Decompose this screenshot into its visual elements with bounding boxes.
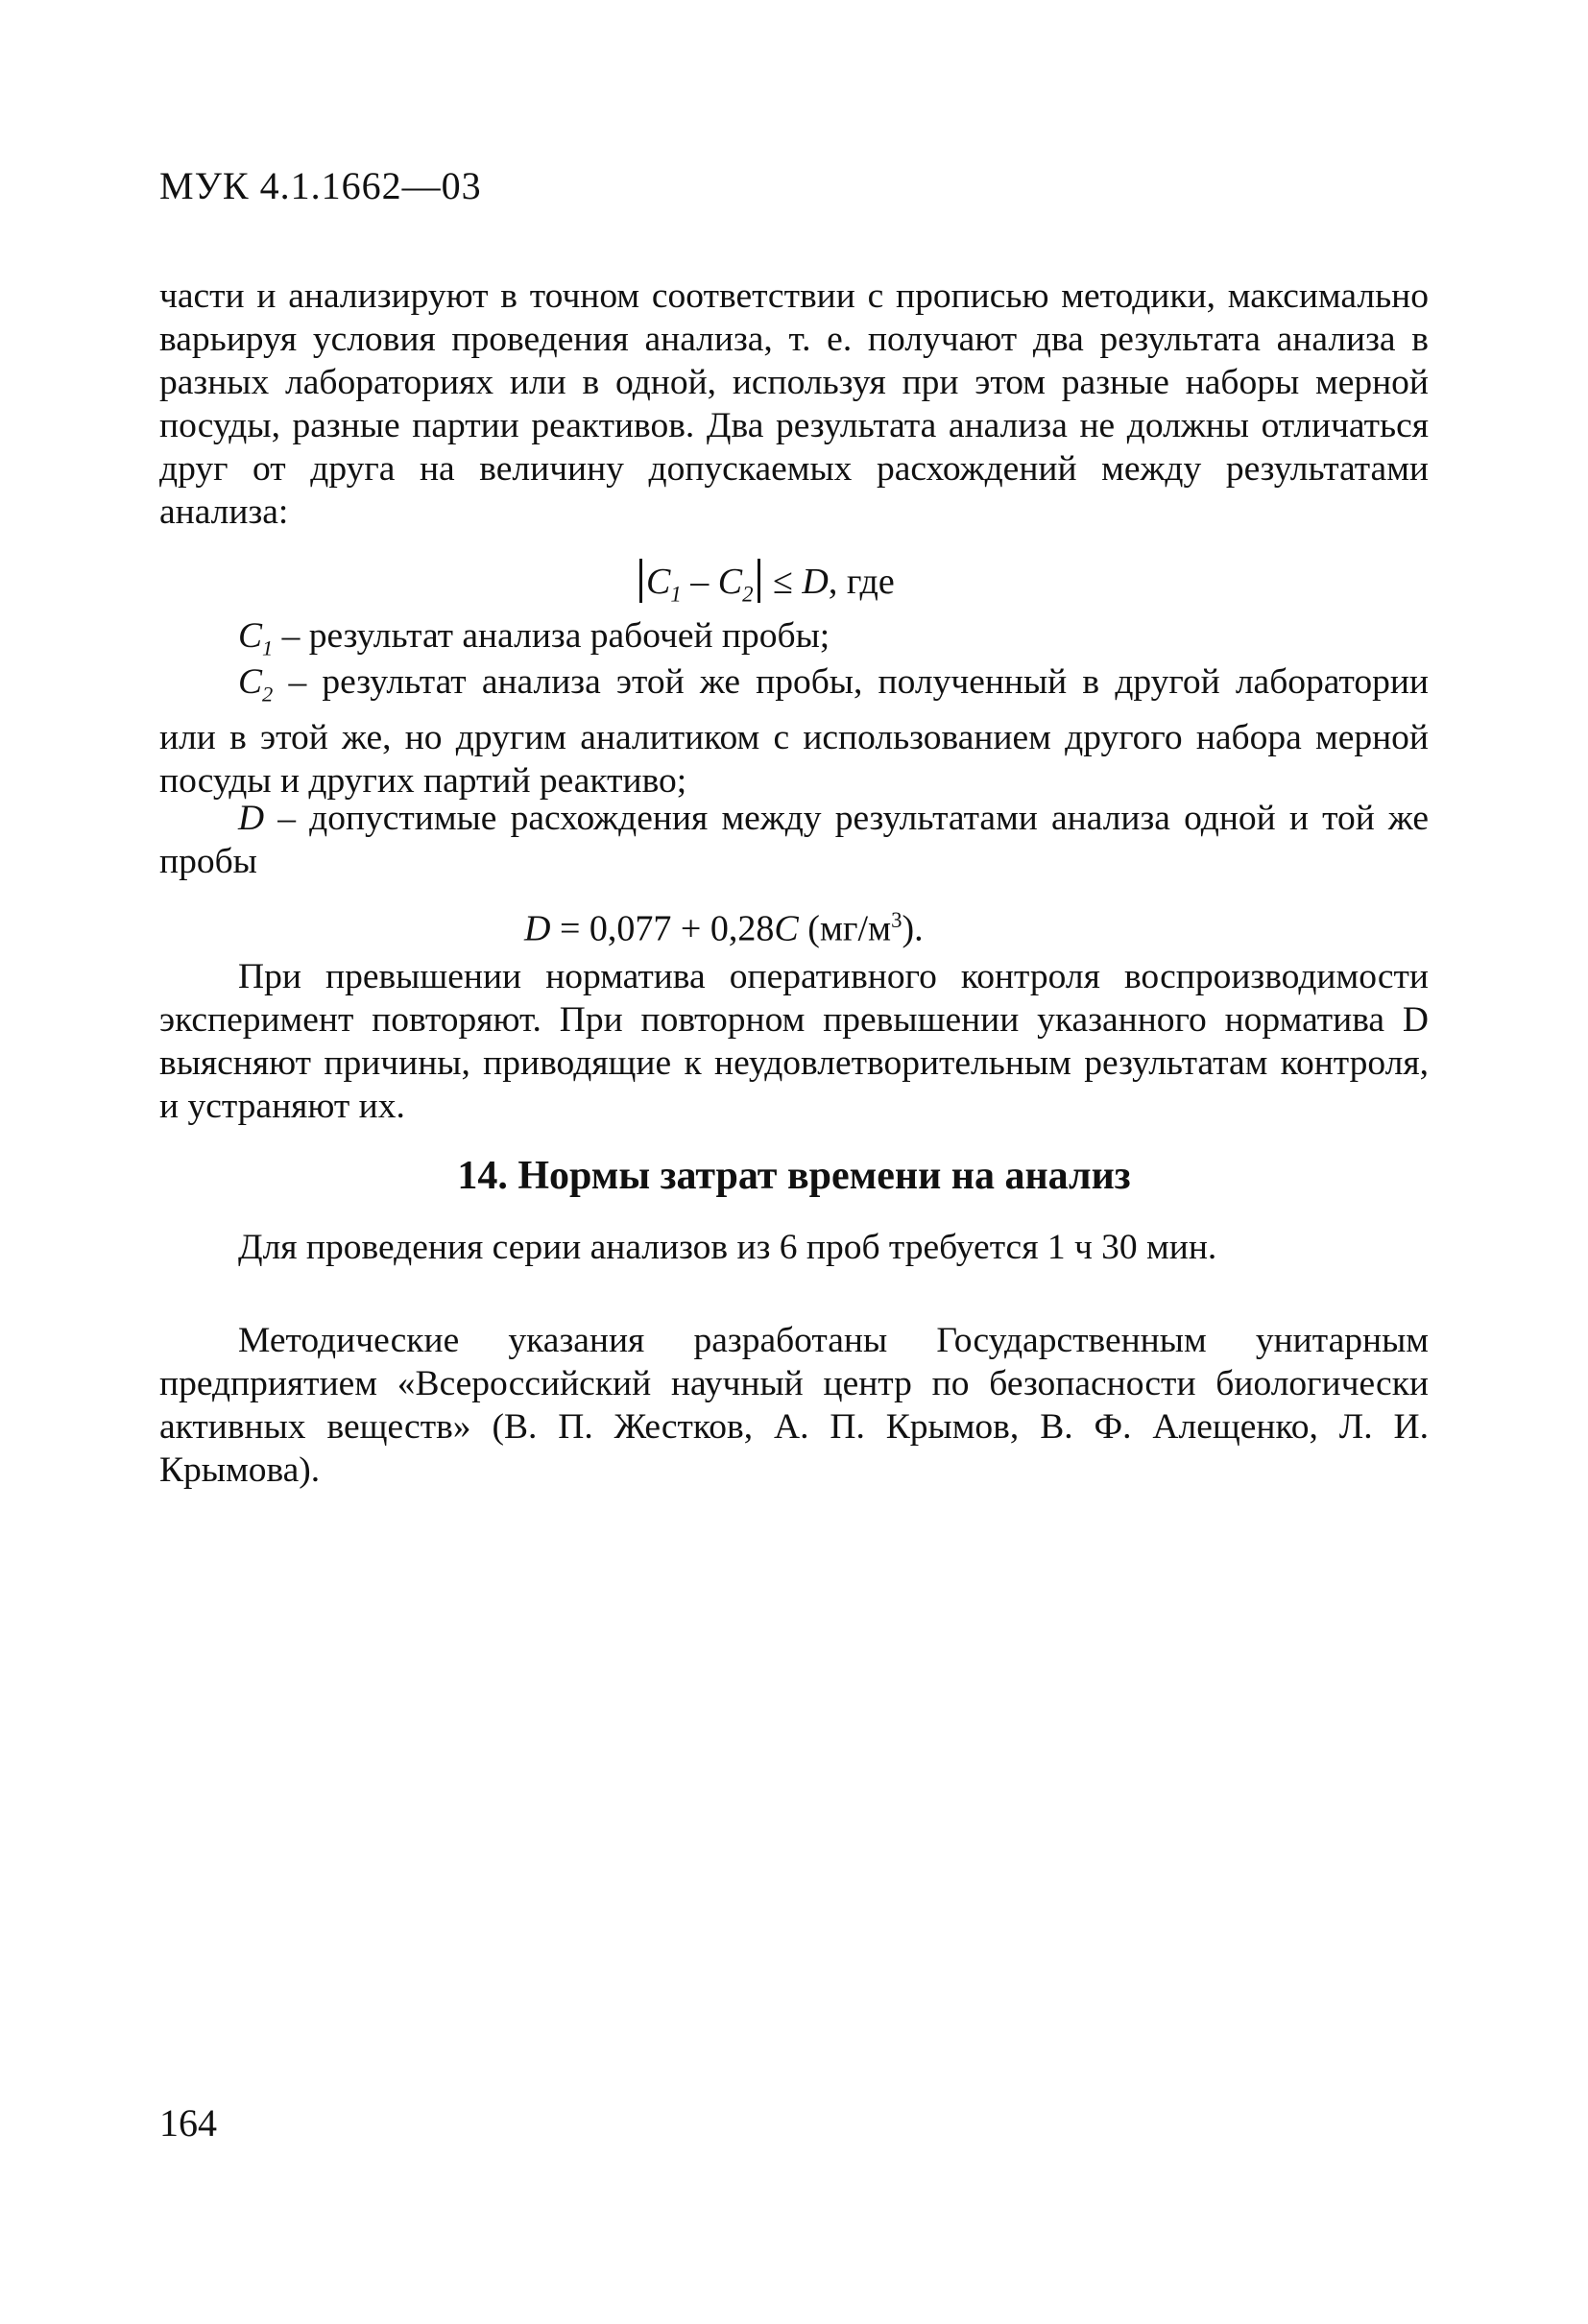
definition-symbol: C <box>238 616 263 656</box>
formula-sub-2: 2 <box>742 582 754 607</box>
definition-subscript: 2 <box>262 682 274 707</box>
formula-symbol-d: D <box>524 908 551 949</box>
definition-text: – допустимые расхождения между результатами анализа одной и той же пробы <box>159 799 1429 881</box>
formula-unit: (мг/м <box>798 908 892 949</box>
formula-symbol-c1: C <box>646 562 671 602</box>
formula-expression: = 0,077 + 0,28 <box>550 908 775 949</box>
paragraph-4: Методические указания разработаны Государственным унитарным предприятием «Всероссийский научный центр по безопасности биологически активных веществ» (В. П. Жестков, А. П. Крымов, В. Ф. Алещенко, Л. И. Крымова). <box>159 1321 1429 1490</box>
definition-d <box>159 797 1429 883</box>
formula-tolerance <box>524 898 924 951</box>
paragraph-2: При превышении норматива оперативного контроля воспроизводимости эксперимент повторяют. При повторном превышении указанного норматива D выясняют причины, приводящие к неудовлетворительным результатам контроля, и устраняют их. <box>159 957 1429 1126</box>
abs-bar-right <box>758 559 760 603</box>
document-header: МУК 4.1.1662—03 <box>159 164 482 207</box>
section-heading: 14. Нормы затрат времени на анализ <box>457 1154 1131 1198</box>
definition-symbol: C <box>238 662 263 702</box>
formula-tail: , где <box>828 562 895 602</box>
formula-reproducibility <box>636 559 895 616</box>
definition-symbol: D <box>238 799 265 838</box>
page-number: 164 <box>159 2101 217 2144</box>
paragraph-1: части и анализируют в точном соответствии с прописью методики, максимально варьируя условия проведения анализа, т. е. получают два результата анализа в разных лабораториях или в одной, используя при этом разные наборы мерной посуды, разные партии реактивов. Два результата анализа не должны отличаться друг от друга на величину допускаемых расхождений между результатами анализа: <box>159 276 1429 532</box>
formula-minus: – <box>681 562 718 602</box>
formula-symbol-c: C <box>774 908 799 949</box>
formula-relation: ≤ <box>763 562 803 602</box>
definition-text: – результат анализа рабочей пробы; <box>273 616 830 656</box>
formula-close: ). <box>902 908 924 949</box>
paragraph-3: Для проведения серии анализов из 6 проб требуется 1 ч 30 мин. <box>238 1228 1217 1267</box>
formula-superscript: 3 <box>891 908 902 932</box>
definition-subscript: 1 <box>262 635 274 660</box>
definition-c2 <box>159 660 1429 803</box>
formula-sub-1: 1 <box>670 582 682 607</box>
formula-symbol-c2: C <box>717 562 743 602</box>
formula-symbol-d: D <box>802 562 829 602</box>
abs-bar-left <box>639 559 642 603</box>
definition-text: – результат анализа этой же пробы, полученный в другой лаборатории или в этой же, но другим аналитиком с использованием другого набора мерной посуды и других партий реактиво; <box>159 662 1429 801</box>
